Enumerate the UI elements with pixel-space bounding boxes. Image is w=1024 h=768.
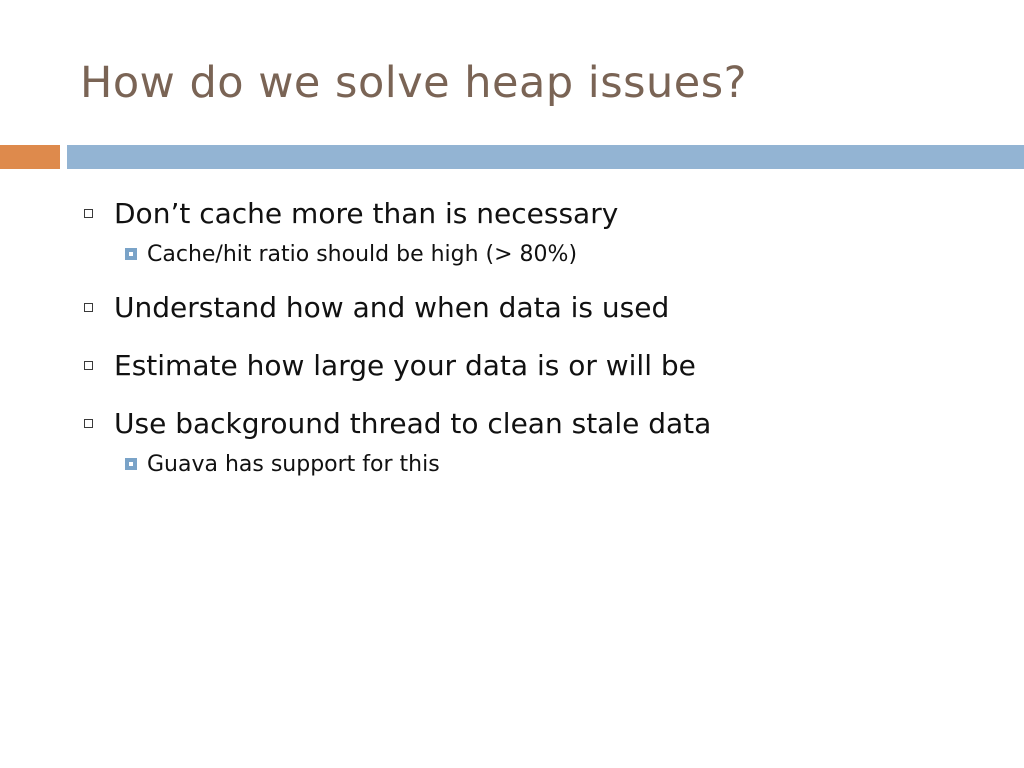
sub-bullet-text: Cache/hit ratio should be high (> 80%)	[147, 241, 578, 267]
hollow-square-bullet-icon	[84, 361, 93, 370]
bullet-text: Estimate how large your data is or will be	[114, 348, 696, 382]
bullet-item	[80, 284, 980, 330]
bullet-item	[80, 342, 980, 388]
hollow-square-bullet-icon	[84, 303, 93, 312]
filled-square-bullet-icon	[125, 458, 137, 470]
sub-bullet-item	[125, 236, 980, 272]
sub-bullet-text: Guava has support for this	[147, 451, 440, 477]
slide-title: How do we solve heap issues?	[80, 58, 747, 108]
bullet-item	[80, 400, 980, 446]
bullet-text: Don’t cache more than is necessary	[114, 196, 619, 230]
hollow-square-bullet-icon	[84, 209, 93, 218]
filled-square-bullet-icon	[125, 248, 137, 260]
bullet-list	[80, 190, 980, 482]
bullet-item	[80, 190, 980, 236]
sub-bullet-item	[125, 446, 980, 482]
hollow-square-bullet-icon	[84, 419, 93, 428]
accent-bar-blue	[67, 145, 1024, 169]
accent-bar-orange	[0, 145, 60, 169]
bullet-text: Understand how and when data is used	[114, 290, 670, 324]
bullet-text: Use background thread to clean stale data	[114, 406, 712, 440]
